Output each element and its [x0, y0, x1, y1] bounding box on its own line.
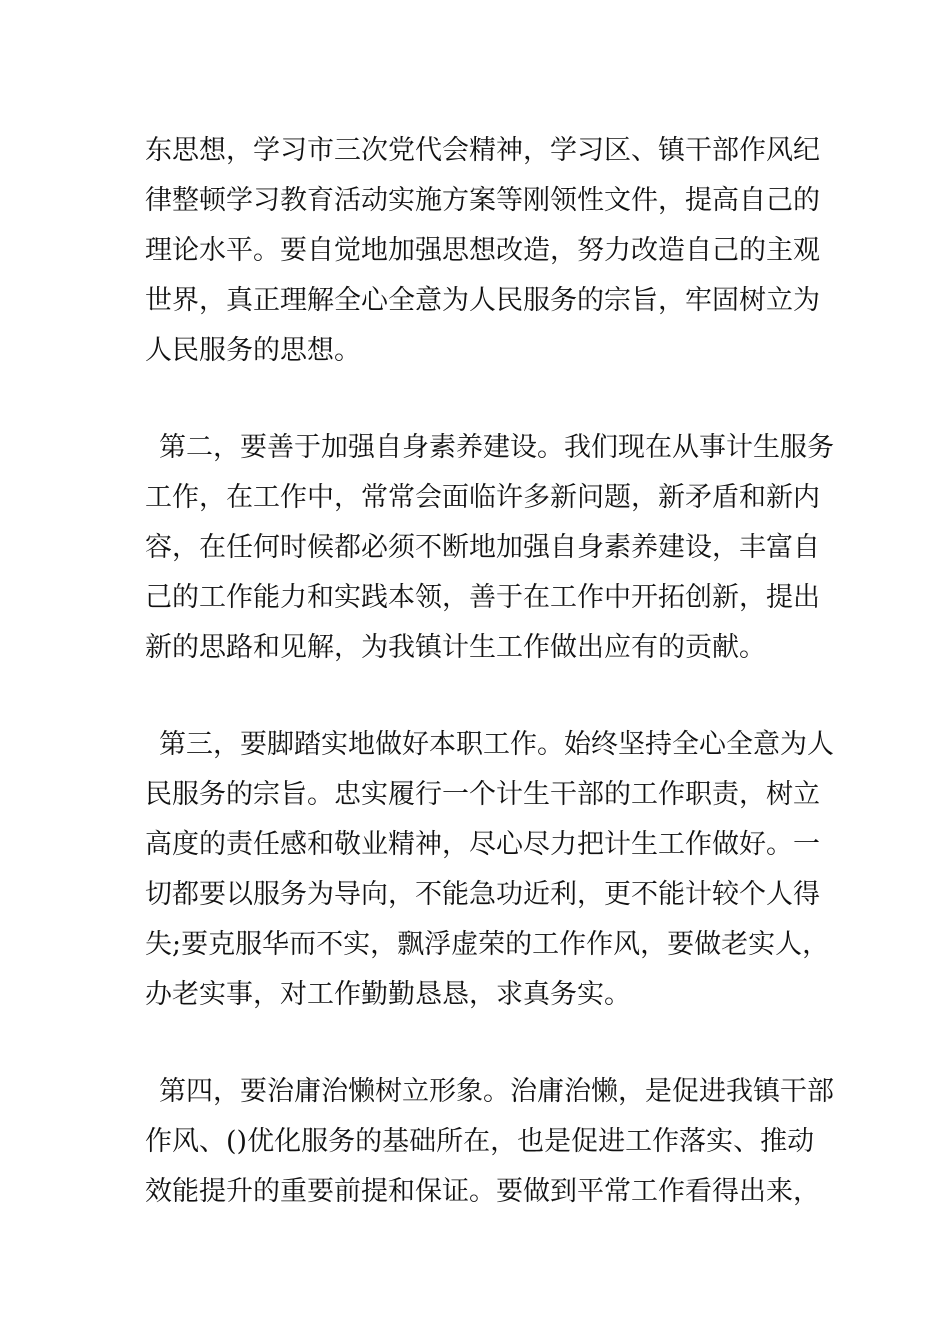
text-line: 理论水平。要自觉地加强思想改造，努力改造自己的主观: [145, 235, 820, 266]
paragraph-4: [145, 1067, 834, 1217]
text-line: 东思想，学习市三次党代会精神，学习区、镇干部作风纪: [145, 135, 820, 166]
text-line: 律整顿学习教育活动实施方案等刚领性文件，提高自己的: [145, 185, 820, 216]
text-line: 切都要以服务为导向，不能急功近利，更不能计较个人得: [145, 879, 820, 910]
text-line: 己的工作能力和实践本领，善于在工作中开拓创新，提出: [145, 582, 820, 613]
paragraph-2: [145, 423, 834, 673]
text-line: 世界，真正理解全心全意为人民服务的宗旨，牢固树立为: [145, 285, 820, 316]
text-line: 第二，要善于加强自身素养建设。我们现在从事计生服务: [159, 432, 834, 463]
paragraph-3: [145, 720, 834, 1020]
text-line: 人民服务的思想。: [145, 335, 361, 366]
text-line: 工作，在工作中，常常会面临许多新问题，新矛盾和新内: [145, 482, 820, 513]
text-line: 民服务的宗旨。忠实履行一个计生干部的工作职责，树立: [145, 779, 820, 810]
text-line: 第四，要治庸治懒树立形象。治庸治懒，是促进我镇干部: [159, 1076, 834, 1107]
text-line: 第三，要脚踏实地做好本职工作。始终坚持全心全意为人: [159, 729, 834, 760]
text-line: 容，在任何时候都必须不断地加强自身素养建设，丰富自: [145, 532, 820, 563]
paragraph-1: [145, 126, 820, 376]
text-line: 高度的责任感和敬业精神，尽心尽力把计生工作做好。一: [145, 829, 820, 860]
text-line: 效能提升的重要前提和保证。要做到平常工作看得出来，: [145, 1176, 820, 1207]
text-line: 新的思路和见解，为我镇计生工作做出应有的贡献。: [145, 632, 766, 663]
text-line: 办老实事，对工作勤勤恳恳，求真务实。: [145, 979, 631, 1010]
text-line: 作风、()优化服务的基础所在，也是促进工作落实、推动: [145, 1126, 815, 1157]
text-line: 失;要克服华而不实，飘浮虚荣的工作作风，要做老实人，: [145, 929, 830, 960]
